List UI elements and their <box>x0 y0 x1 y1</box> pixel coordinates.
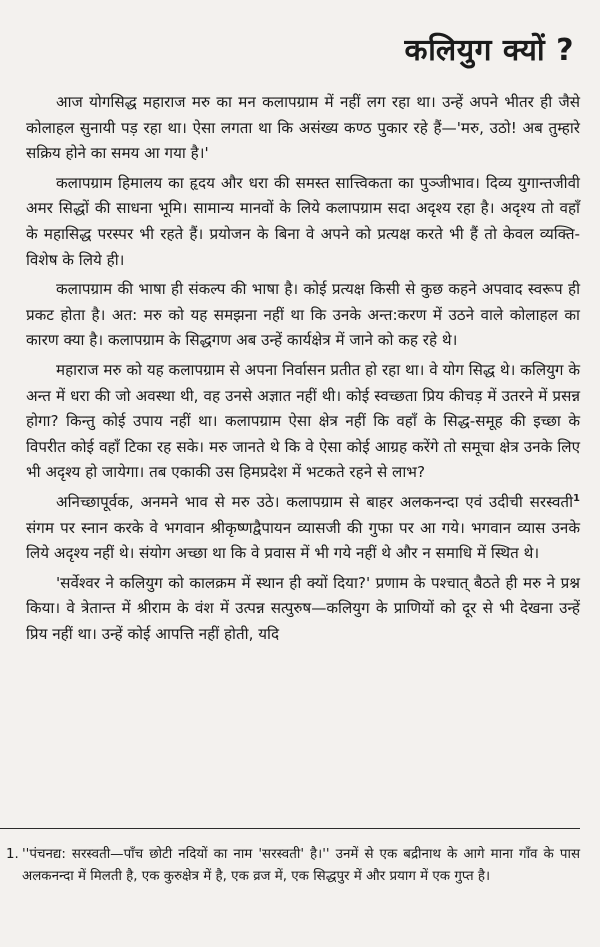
footnote-reference: 1 <box>573 492 580 504</box>
paragraph-6: 'सर्वेश्वर ने कलियुग को कालक्रम में स्थान ही क्यों दिया?' प्रणाम के पश्चात् बैठते ही मरु ने प्रश्न किया। वे त्रेतान्त में श्रीराम के वंश में उत्पन्न सत्पुरुष—कलियुग के प्राणियों को दूर से भी देखना उन्हें प्रिय नहीं था। उन्हें कोई आपत्ति नहीं होती, यदि <box>26 573 580 643</box>
paragraph-5-end: संगम पर स्नान करके वे भगवान श्रीकृष्णद्वैपायन व्यासजी की गुफा पर आ गये। भगवान व्यास उनके लिये अदृश्य नहीं थे। संयोग अच्छा था कि वे प्रवास में भी गये नहीं थे और न समाधि में स्थित थे। <box>26 518 580 563</box>
paragraph-1: आज योगसिद्ध महाराज मरु का मन कलापग्राम में नहीं लग रहा था। उन्हें अपने भीतर ही जैसे कोलाहल सुनायी पड़ रहा था। ऐसा लगता था कि असंख्य कण्ठ पुकार रहे हैं—'मरु, उठो! अब तुम्हारे सक्रिय होने का समय आ गया है।' <box>26 93 580 163</box>
paragraph-2: कलापग्राम हिमालय का हृदय और धरा की समस्त सात्त्विकता का पुञ्जीभाव। दिव्य युगान्तजीवी अमर सिद्धों की साधना भूमि। सामान्य मानवों के लिये कलापग्राम सदा अदृश्य रहा है। अदृश्य तो वहाँ के महासिद्ध परस्पर भी रहते हैं। प्रयोजन के बिना वे अपने को प्रत्यक्ष करते भी हैं तो केवल व्यक्ति-विशेष के लिये ही। <box>26 173 580 269</box>
body-text <box>26 90 580 651</box>
footnote <box>6 844 580 888</box>
paragraph-5-start: अनिच्छापूर्वक, अनमने भाव से मरु उठे। कलापग्राम से बाहर अलकनन्दा एवं उदीची सरस्वती <box>56 492 574 511</box>
paragraph-3: कलापग्राम की भाषा ही संकल्प की भाषा है। कोई प्रत्यक्ष किसी से कुछ कहने अपवाद स्वरूप ही प्रकट होता है। अत: मरु को यह समझना नहीं था कि उनके अन्त:करण में उठने वाले कोलाहल का कारण क्या है। कलापग्राम के सिद्धगण अब उन्हें कार्यक्षेत्र में जाने को कह रहे थे। <box>26 280 580 350</box>
footnote-text: ''पंचनद्य: सरस्वती—पाँच छोटी नदियों का नाम 'सरस्वती' है।'' उनमें से एक बद्रीनाथ के आगे माना गाँव के पास अलकनन्दा में मिलती है, एक कुरुक्षेत्र में है, एक व्रज में, एक सिद्धपुर में और प्रयाग में एक गुप्त है। <box>22 847 580 884</box>
footnote-number: 1. <box>6 847 19 862</box>
chapter-title: कलियुग क्यों ? <box>404 33 574 68</box>
paragraph-4: महाराज मरु को यह कलापग्राम से अपना निर्वासन प्रतीत हो रहा था। वे योग सिद्ध थे। कलियुग के अन्त में धरा की जो अवस्था थी, वह उनसे अज्ञात नहीं थी। कोई स्वच्छता प्रिय कीचड़ में उतरने में प्रसन्न होगा? किन्तु कोई उपाय नहीं था। कलापग्राम ऐसा क्षेत्र नहीं कि वहाँ के सिद्ध-समूह की इच्छा के विपरीत कोई वहाँ टिका रह सके। मरु जानते थे कि वे ऐसा कोई आग्रह करेंगे तो समूचा क्षेत्र उनके लिए भी अदृश्य हो जायेगा। तब एकाकी उस हिमप्रदेश में भटकते रहने से लाभ? <box>26 360 580 482</box>
paragraph-5 <box>26 490 580 567</box>
footnote-divider <box>0 828 580 829</box>
